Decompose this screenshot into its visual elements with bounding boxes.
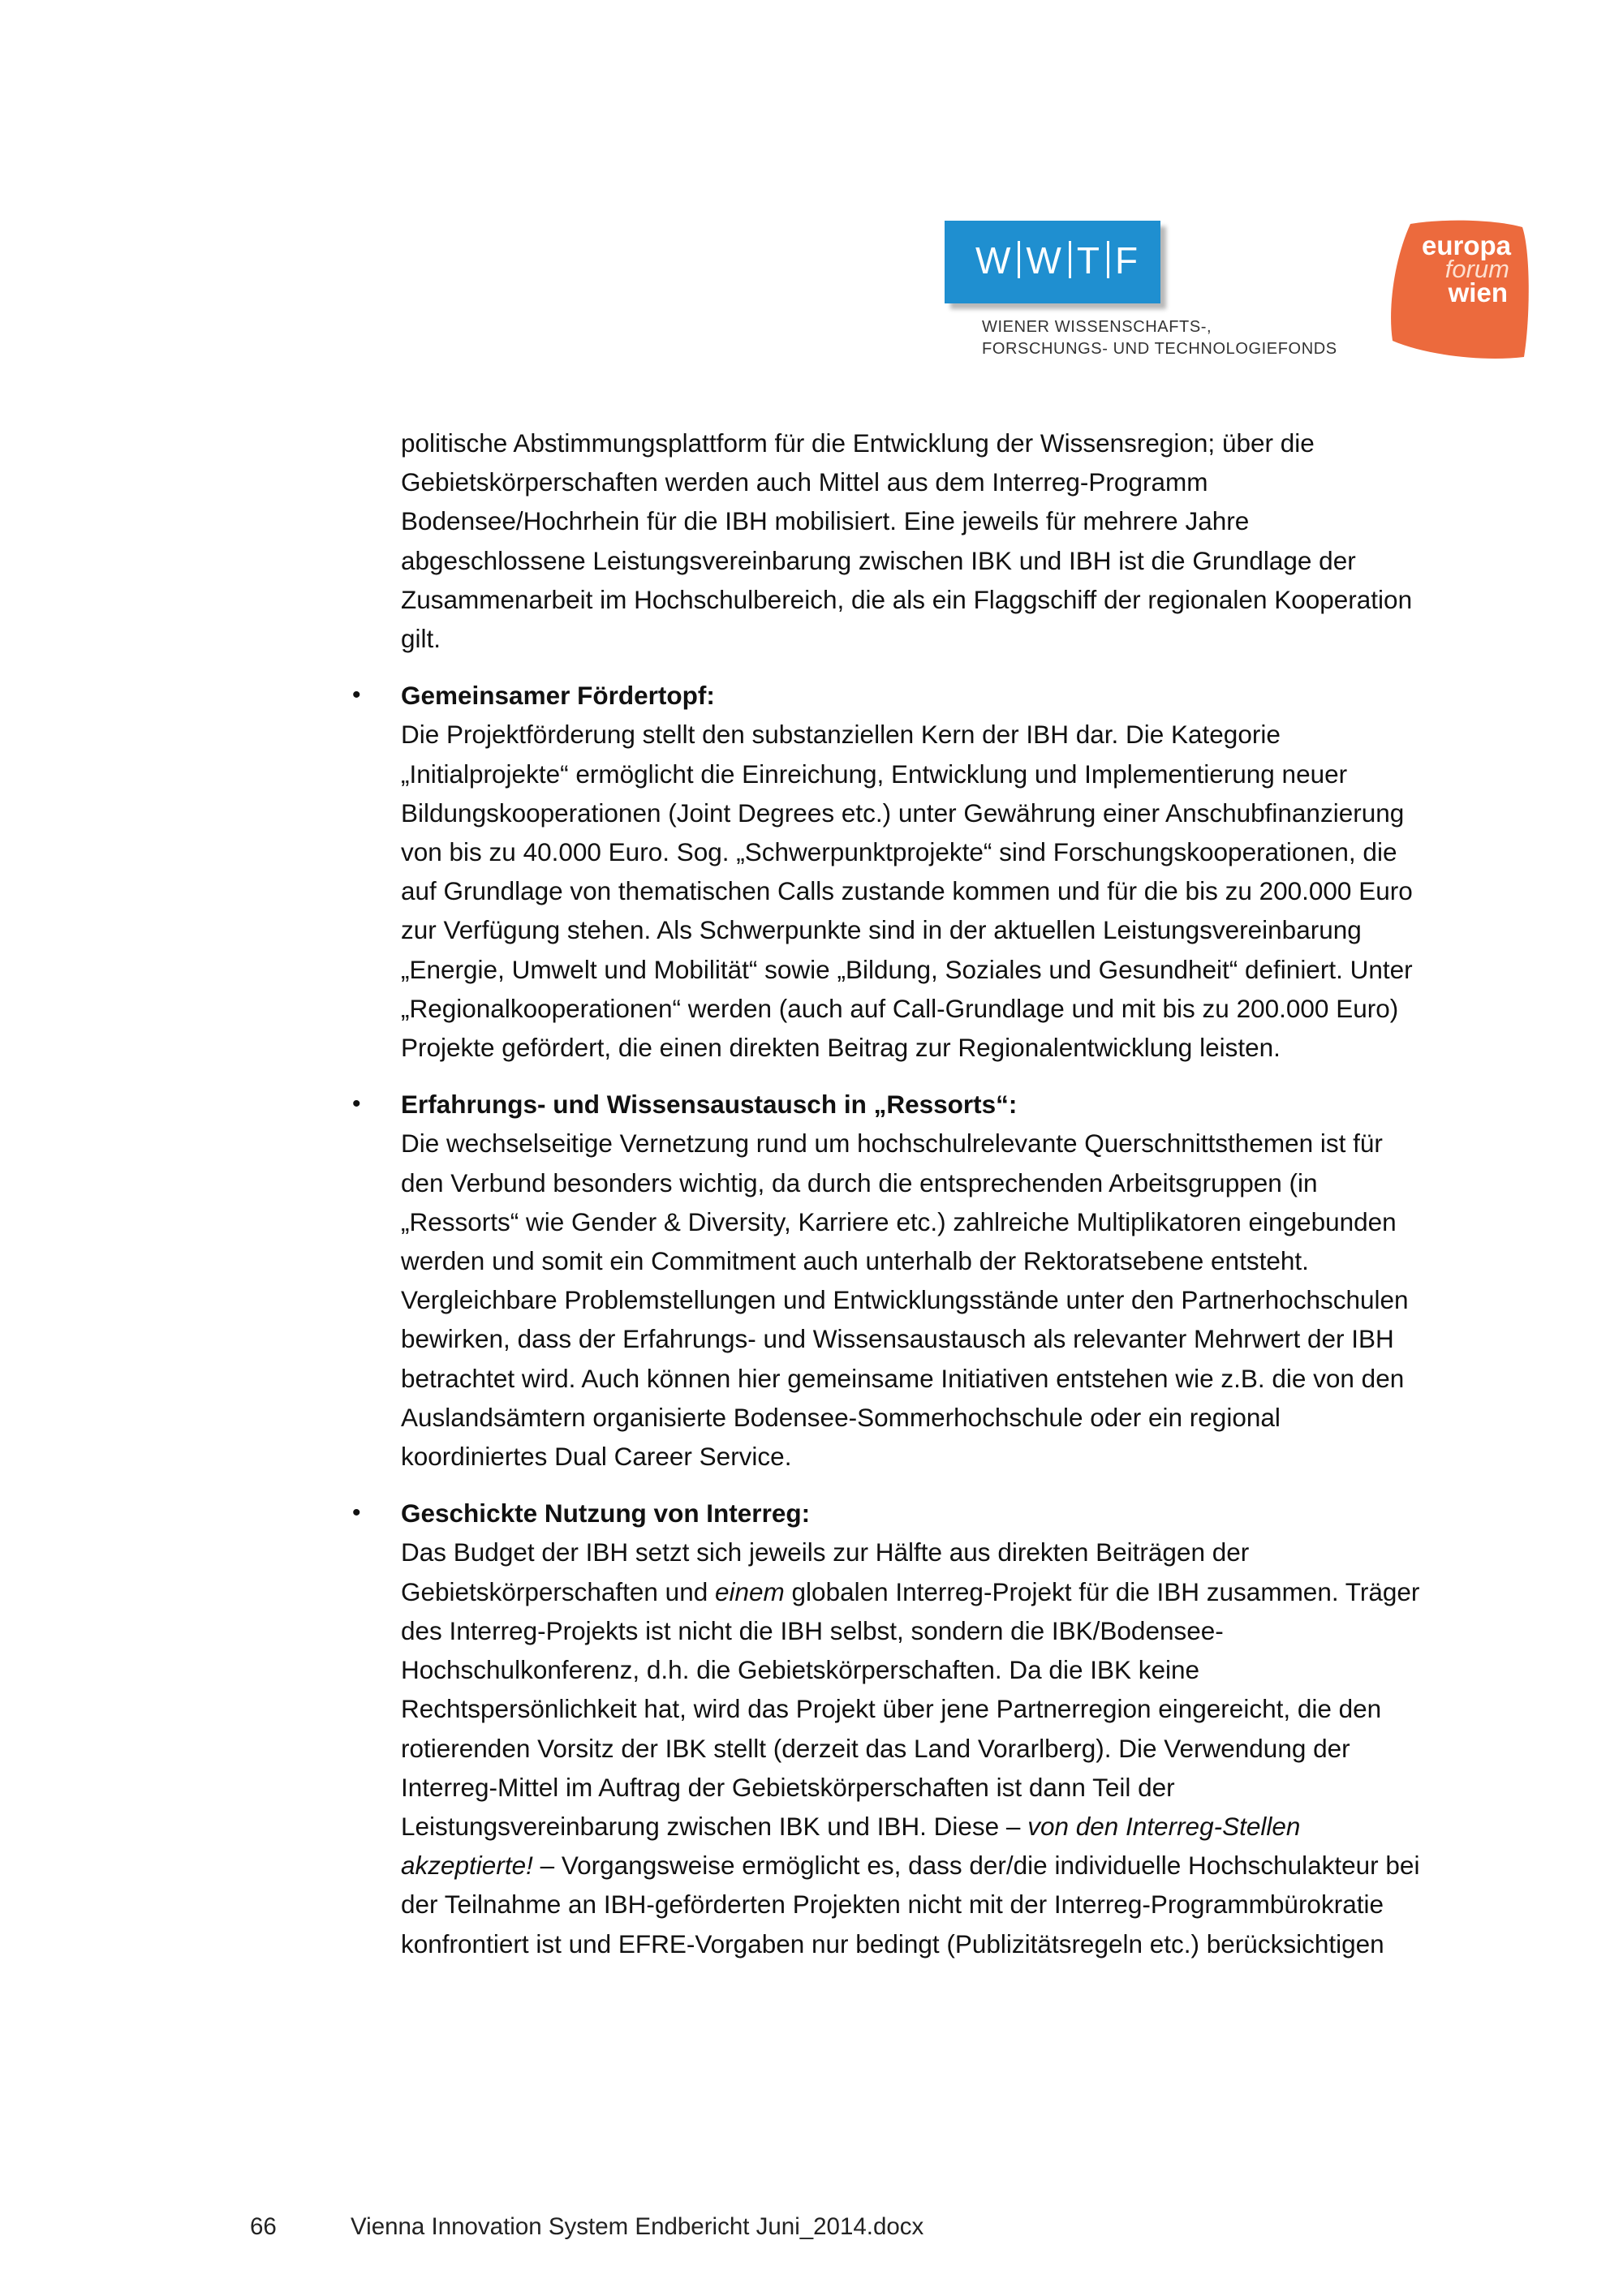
text-line: zur Verfügung stehen. Als Schwerpunkte sind in der aktuellen Leistungsvereinbarung bbox=[401, 915, 1362, 945]
text-line: bewirken, dass der Erfahrungs- und Wissensaustausch als relevanter Mehrwert der IBH bbox=[401, 1324, 1394, 1354]
bullet-heading: Erfahrungs- und Wissensaustausch in „Ressorts“: bbox=[401, 1090, 1018, 1120]
text-line: „Regionalkooperationen“ werden (auch auf Call-Grundlage und mit bis zu 200.000 Euro) bbox=[401, 993, 1399, 1023]
bullet-heading: Gemeinsamer Fördertopf: bbox=[401, 681, 715, 711]
text-line: Projekte gefördert, die einen direkten Beitrag zur Regionalentwicklung leisten. bbox=[401, 1033, 1281, 1063]
document-filename: Vienna Innovation System Endbericht Juni_2014.docx bbox=[351, 2213, 924, 2240]
text-line: politische Abstimmungsplattform für die Entwicklung der Wissensregion; über die bbox=[401, 428, 1315, 458]
text-segment: globalen Interreg-Projekt für die IBH zusammen. Träger bbox=[784, 1576, 1420, 1606]
emphasis-text: akzeptierte! bbox=[401, 1851, 533, 1881]
wwtf-letter: W bbox=[1026, 239, 1063, 282]
text-line: Bildungskooperationen (Joint Degrees etc.) unter Gewährung einer Anschubfinanzierung bbox=[401, 798, 1405, 828]
text-line: abgeschlossene Leistungsvereinbarung zwischen IBK und IBH ist die Grundlage der bbox=[401, 545, 1356, 575]
text-line: Die wechselseitige Vernetzung rund um hochschulrelevante Querschnittsthemen ist für bbox=[401, 1129, 1383, 1159]
text-line: Zusammenarbeit im Hochschulbereich, die als ein Flaggschiff der regionalen Kooperation bbox=[401, 584, 1413, 614]
text-line: den Verbund besonders wichtig, da durch die entsprechenden Arbeitsgruppen (in bbox=[401, 1167, 1318, 1197]
wwtf-letter: W bbox=[975, 239, 1013, 282]
text-line: Das Budget der IBH setzt sich jeweils zur Hälfte aus direkten Beiträgen der bbox=[401, 1537, 1250, 1567]
text-segment: Leistungsvereinbarung zwischen IBK und IBH. Diese – bbox=[401, 1811, 1028, 1841]
wwtf-logo-letters bbox=[975, 239, 1139, 282]
wwtf-letter: T bbox=[1076, 239, 1101, 282]
text-segment: – Vorgangsweise ermöglicht es, dass der/die individuelle Hochschulakteur bei bbox=[532, 1851, 1420, 1881]
text-line bbox=[401, 1807, 1553, 1846]
text-segment: Gebietskörperschaften und bbox=[401, 1576, 715, 1606]
bullet-item-foerdertopf bbox=[352, 676, 1553, 1067]
document-body bbox=[352, 424, 1553, 1963]
text-line: Interreg-Mittel im Auftrag der Gebietskörperschaften ist dann Teil der bbox=[401, 1772, 1175, 1802]
text-line: rotierenden Vorsitz der IBK stellt (derzeit das Land Vorarlberg). Die Verwendung der bbox=[401, 1733, 1350, 1763]
text-line: Gebietskörperschaften werden auch Mittel aus dem Interreg-Programm bbox=[401, 467, 1208, 497]
text-line: Rechtspersönlichkeit hat, wird das Projekt über jene Partnerregion eingereicht, die den bbox=[401, 1694, 1382, 1724]
text-line: betrachtet wird. Auch können hier gemeinsame Initiativen entstehen wie z.B. die von den bbox=[401, 1363, 1405, 1393]
text-line: der Teilnahme an IBH-geförderten Projekten nicht mit der Interreg-Programmbürokratie bbox=[401, 1890, 1384, 1920]
wwtf-letter: F bbox=[1114, 239, 1140, 282]
bullet-icon: • bbox=[352, 1090, 361, 1118]
text-line: werden und somit ein Commitment auch unterhalb der Rektoratsebene entsteht. bbox=[401, 1246, 1309, 1276]
wwtf-logo bbox=[945, 221, 1415, 367]
bullet-icon: • bbox=[352, 1499, 361, 1527]
text-line: „Initialprojekte“ ermöglicht die Einreichung, Entwicklung und Implementierung neuer bbox=[401, 759, 1348, 789]
europa-forum-wien-logo bbox=[1386, 219, 1532, 363]
text-line: Die Projektförderung stellt den substanziellen Kern der IBH dar. Die Kategorie bbox=[401, 720, 1281, 750]
text-line: Vergleichbare Problemstellungen und Entwicklungsstände unter den Partnerhochschulen bbox=[401, 1285, 1409, 1315]
wwtf-subtitle-line2: FORSCHUNGS- UND TECHNOLOGIEFONDS bbox=[982, 340, 1337, 358]
europa-logo-word3: wien bbox=[1448, 277, 1508, 307]
text-line: gilt. bbox=[401, 624, 441, 654]
text-line bbox=[401, 1846, 1553, 1885]
emphasis-text: von den Interreg-Stellen bbox=[1027, 1811, 1301, 1841]
text-line: konfrontiert ist und EFRE-Vorgaben nur bedingt (Publizitätsregeln etc.) berücksichtigen bbox=[401, 1928, 1384, 1958]
text-line bbox=[401, 1572, 1553, 1611]
text-line: von bis zu 40.000 Euro. Sog. „Schwerpunktprojekte“ sind Forschungskooperationen, die bbox=[401, 837, 1397, 867]
emphasis-text: einem bbox=[714, 1576, 785, 1606]
text-line: Bodensee/Hochrhein für die IBH mobilisiert. Eine jeweils für mehrere Jahre bbox=[401, 506, 1250, 536]
bullet-heading: Geschickte Nutzung von Interreg: bbox=[401, 1498, 811, 1529]
text-line: des Interreg-Projekts ist nicht die IBH selbst, sondern die IBK/Bodensee- bbox=[401, 1615, 1224, 1645]
text-line: Auslandsämtern organisierte Bodensee-Sommerhochschule oder ein regional bbox=[401, 1402, 1281, 1432]
page-number: 66 bbox=[250, 2213, 277, 2240]
bullet-item-ressorts bbox=[352, 1085, 1553, 1476]
text-line: Hochschulkonferenz, d.h. die Gebietskörperschaften. Da die IBK keine bbox=[401, 1655, 1200, 1685]
text-line: „Ressorts“ wie Gender & Diversity, Karriere etc.) zahlreiche Multiplikatoren eingebunden bbox=[401, 1206, 1397, 1236]
europa-logo-word1: europa bbox=[1421, 230, 1511, 260]
wwtf-logo-box bbox=[945, 221, 1160, 303]
text-line: „Energie, Umwelt und Mobilität“ sowie „Bildung, Soziales und Gesundheit“ definiert. Unter bbox=[401, 954, 1413, 984]
wwtf-subtitle-line1: WIENER WISSENSCHAFTS-, bbox=[982, 318, 1212, 336]
bullet-icon: • bbox=[352, 681, 361, 709]
text-line: auf Grundlage von thematischen Calls zustande kommen und für die bis zu 200.000 Euro bbox=[401, 876, 1413, 906]
europa-logo-word2: forum bbox=[1444, 255, 1509, 283]
intro-paragraph bbox=[401, 424, 1553, 658]
bullet-item-interreg bbox=[352, 1494, 1553, 1963]
text-line: koordiniertes Dual Career Service. bbox=[401, 1442, 792, 1472]
wwtf-logo-subtitle bbox=[982, 316, 1337, 360]
